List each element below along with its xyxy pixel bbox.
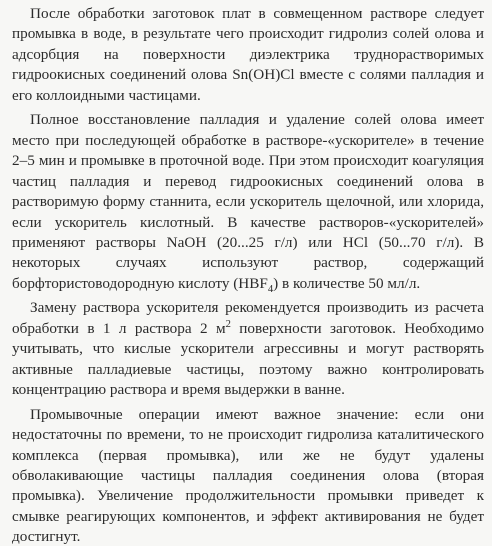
paragraph-replacement-text: Замену раствора ускорителя рекомендуется производить из расчета обработки в 1 л раствора 2 м <box>12 299 484 337</box>
paragraph-replacement-tail: поверхности заготовок. Необходимо учитывать, что кислые ускорители агрессивны и могут растворять активные палладиевые частицы, поэтому важно контролировать концентрацию раствора и время выдержки в ванне. <box>12 319 484 399</box>
paragraph-rinse-hydrolysis: После обработки заготовок плат в совмещенном растворе следует промывка в воде, в результате чего происходит гидролиз солей олова и адсорбция на поверхности диэлектрика труднорастворимых гидроокисных соединений олова Sn(OH)Cl вместе с солями палладия и его коллоидными частицами. <box>12 5 484 104</box>
paragraph-accelerator-tail: ) в количестве 50 мл/л. <box>273 274 421 292</box>
paragraph-accelerator-text: Полное восстановление палладия и удаление солей олова имеет место при последующей обработке в растворе-«ускорителе» в течение 2–5 мин и промывке в проточной воде. При этом происходит коагуляция частиц палладия и перевод гидроокисных соединений олова в растворимую форму станнита, если ускоритель щелочной, или хлорида, если ускоритель кислотный. В качестве растворов-«ускорителей» применяют растворы NaOH (20...25 г/л) или HCl (50...70 г/л). В некоторых случаях используют раствор, содержащий борфтористоводородную кислоту (HBF <box>12 111 484 292</box>
paragraph-rinse-operations: Промывочные операции имеют важное значение: если они недостаточны по времени, то не происходит гидролиза каталитического комплекса (первая промывка), или же не будут удалены обволакивающие частицы палладия соединения олова (вторая промывка). Увеличение продолжительности промывки приведет к смывке реагирующих компонентов, и эффект активирования не будет достигнут. <box>12 405 484 546</box>
paragraph-accelerator <box>12 110 484 294</box>
hbf4-subscript: 4 <box>267 283 274 295</box>
m2-superscript: 2 <box>225 318 231 330</box>
paragraph-replacement <box>12 298 484 400</box>
